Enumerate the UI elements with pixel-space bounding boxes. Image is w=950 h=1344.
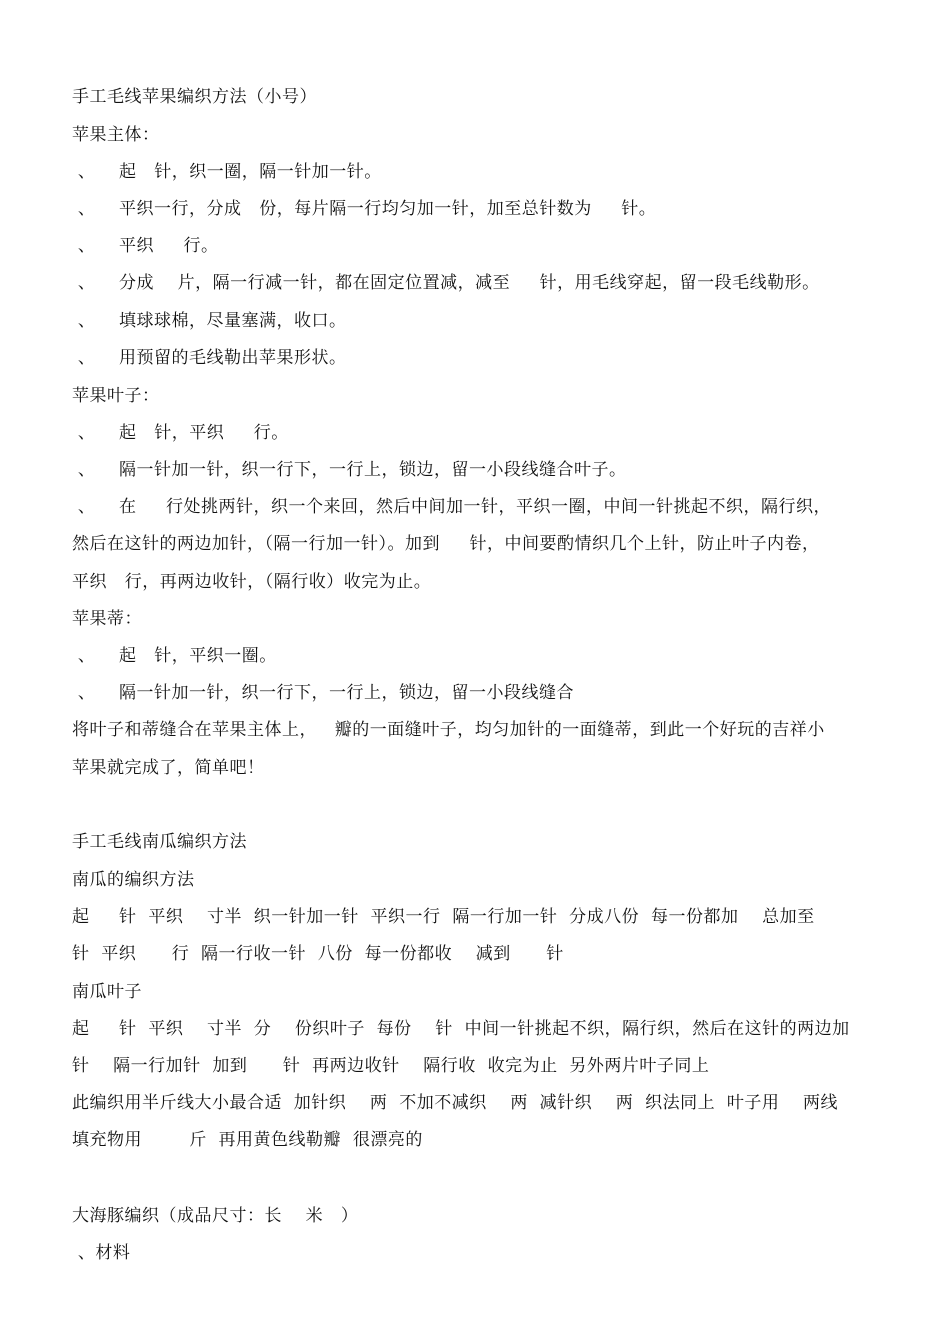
apple-leaf-step-1: 、 起 针，平织 行。 [72, 423, 289, 443]
apple-body-step-6: 、 用预留的毛线勒出苹果形状。 [72, 348, 347, 368]
apple-leaf-step-3: 、 在 行处挑两针，织一个来回，然后中间加一针，平织一圈，中间一针挑起不织，隔行织， [72, 497, 832, 517]
pumpkin-method-heading: 南瓜的编织方法 [72, 870, 195, 890]
apple-body-step-1: 、 起 针，织一圈，隔一针加一针。 [72, 162, 382, 182]
pumpkin-leaf-heading: 南瓜叶子 [72, 982, 142, 1002]
apple-assembly-paragraph: 将叶子和蒂缝合在苹果主体上， 瓣的一面缝叶子，均匀加针的一面缝蒂，到此一个好玩的吉祥小 [72, 720, 825, 740]
pumpkin-method-line-2: 针 平织 行 隔一行收一针 八份 每一份都收 减到 针 [72, 944, 564, 964]
apple-leaf-heading: 苹果叶子： [72, 386, 160, 406]
apple-leaf-step-3-cont-2: 平织 行，再两边收针，（隔行收）收完为止。 [72, 572, 432, 592]
pumpkin-title: 手工毛线南瓜编织方法 [72, 832, 247, 852]
pumpkin-leaf-line-1: 起 针 平织 寸半 分 份织叶子 每份 针 中间一针挑起不织，隔行织，然后在这针的两边加 [72, 1019, 850, 1039]
dolphin-materials-heading: 、材料 [72, 1243, 131, 1263]
apple-stem-heading: 苹果蒂： [72, 609, 142, 629]
apple-stem-step-2: 、 隔一针加一针，织一行下，一行上，锁边，留一小段线缝合 [72, 683, 575, 703]
apple-body-step-5: 、 填球球棉，尽量塞满，收口。 [72, 311, 347, 331]
apple-assembly-paragraph-cont: 苹果就完成了，简单吧！ [72, 758, 265, 778]
pumpkin-leaf-line-2: 针 隔一行加针 加到 针 再两边收针 隔行收 收完为止 另外两片叶子同上 [72, 1056, 710, 1076]
apple-body-step-3: 、 平织 行。 [72, 236, 219, 256]
pumpkin-material-line-2: 填充物用 斤 再用黄色线勒瓣 很漂亮的 [72, 1130, 423, 1150]
apple-body-step-4: 、 分成 片，隔一行减一针，都在固定位置减，减至 针，用毛线穿起，留一段毛线勒形。 [72, 273, 820, 293]
pumpkin-material-line-1: 此编织用半斤线大小最合适 加针织 两 不加不减织 两 减针织 两 织法同上 叶子用 两线 [72, 1093, 838, 1113]
apple-leaf-step-2: 、 隔一针加一针，织一行下，一行上，锁边，留一小段线缝合叶子。 [72, 460, 627, 480]
apple-stem-step-1: 、 起 针，平织一圈。 [72, 646, 277, 666]
pumpkin-method-line-1: 起 针 平织 寸半 织一针加一针 平织一行 隔一行加一针 分成八份 每一份都加 总加至 [72, 907, 815, 927]
apple-body-step-2: 、 平织一行，分成 份，每片隔一行均匀加一针，加至总针数为 针。 [72, 199, 657, 219]
dolphin-title: 大海豚编织（成品尺寸：长 米 ） [72, 1206, 359, 1226]
apple-title: 手工毛线苹果编织方法（小号） [72, 87, 317, 107]
apple-body-heading: 苹果主体： [72, 125, 160, 145]
apple-leaf-step-3-cont-1: 然后在这针的两边加针，（隔一行加一针）。加到 针，中间要酌情织几个上针，防止叶子内卷， [72, 534, 820, 554]
